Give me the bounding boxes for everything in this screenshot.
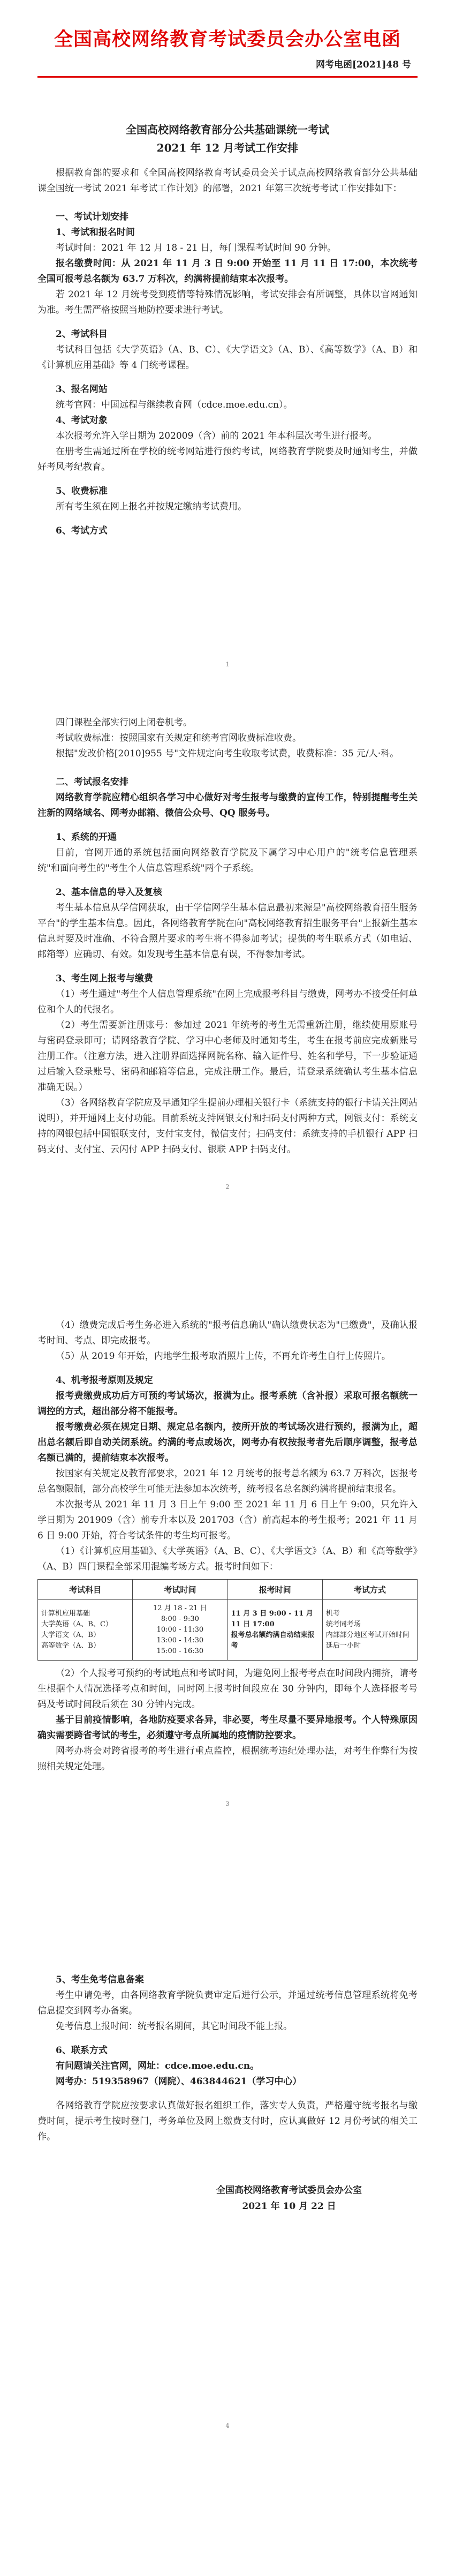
subsection-heading: 6、联系方式 xyxy=(56,2045,108,2056)
signature-block xyxy=(37,2182,418,2214)
page-number: 3 xyxy=(225,1800,230,1807)
paragraph: 网考办将会对跨省报考的考生进行重点监控，根据统考违纪处理办法，对考生作弊行为按照相关规定处理。 xyxy=(37,1746,418,1772)
title-line: 2021 年 12 月考试工作安排 xyxy=(156,141,299,154)
paragraph: （2）考生需要新注册账号：参加过 2021 年统考的考生无需重新注册，继续使用原账号与密码登录即可；请网络教育学院、学习中心老师及时通知考生，考生在报考前应完成新账号注册工作。（注意方法，进入注册界面选择网院名称、输入证件号、姓名和学号，下一步验证通过后输入登录账号、密码和邮箱等信息，完成注册工作。最后，请登录系统确认考生基本信息准确无误。） xyxy=(37,1020,418,1093)
office-title: 全国高校网络教育考试委员会办公室电函 xyxy=(54,29,401,50)
signature-date: 2021 年 10 月 22 日 xyxy=(242,2201,336,2212)
paragraph: 在册考生需通过所在学校的统考网站进行预约考试，网络教育学院要及时通知考生，并做好考风考纪教育。 xyxy=(37,446,418,472)
paragraph: 报考费缴费成功后方可预约考试场次，报满为止。报考系统（含补报）采取可报名额统一调控的方式，超出部分将不能报考。 xyxy=(37,1391,418,1417)
section-heading: 一、考试计划安排 xyxy=(56,212,128,222)
table-cell-register-time: 11 月 3 日 9:00 - 11 月 11 日 17:00 报考总名额约满自动结束报考 xyxy=(228,1600,322,1661)
paragraph: 有问题请关注官网，网址：cdce.moe.edu.cn。 xyxy=(56,2061,260,2071)
paragraph: 按国家有关规定及教育部要求，2021 年 12 月统考的报考总名额为 63.7 万科次，因报考总名额限制，部分高校学生可能无法参加本次统考，统考报名总名额约满将提前结束报名。 xyxy=(37,1468,418,1494)
subsection-heading: 2、考试科目 xyxy=(56,329,108,340)
intro-paragraph: 根据教育部的要求和《全国高校网络教育考试委员会关于试点高校网络教育部分公共基础课全国统一考试 2021 年考试工作计划》的部署，2021 年第三次统考考试工作安排如下： xyxy=(37,168,418,194)
signature-org: 全国高校网络教育考试委员会办公室 xyxy=(216,2185,362,2196)
paragraph: 本次报考从 2021 年 11 月 3 日上午 9:00 至 2021 年 11 月 6 日上午 9:00，只允许入学日期为 201909（含）前专升本以及 201703（含）前高起本的考生报考；2021 年 11 月 6 日 9:00 开始，符合考试条件的考生均可报考。 xyxy=(37,1499,418,1541)
subsection-heading: 1、考试和报名时间 xyxy=(56,227,135,238)
table-cell-method: 机考 统考同考场 内部部分地区考试开始时间延后一小时 xyxy=(322,1600,417,1661)
paragraph: 报名缴费时间：从 2021 年 11 月 3 日 9:00 开始至 11 月 11 日 17:00，本次统考全国可报考总名额为 63.7 万科次，约满将提前结束本次报考。 xyxy=(37,258,418,284)
subsection-heading: 4、机考报考原则及规定 xyxy=(56,1375,153,1386)
title-line: 全国高校网络教育部分公共基础课统一考试 xyxy=(126,123,329,136)
paragraph: 若 2021 年 12 月统考受到疫情等特殊情况影响，考试安排会有所调整，具体以官网通知为准。考生需严格按照当地防控要求进行考试。 xyxy=(37,289,418,316)
red-divider xyxy=(37,76,418,78)
paragraph: 基于目前疫情影响，各地防疫要求各异，非必要，考生尽量不要异地报考。个人特殊原因确实需要跨省考试的考生，必须遵守考点所属地的疫情防控要求。 xyxy=(37,1715,418,1741)
section-heading: 二、考试报名安排 xyxy=(56,777,128,787)
paragraph: 本次报考允许入学日期为 202009（含）前的 2021 年本科层次考生进行报考。 xyxy=(56,431,377,441)
page-number: 2 xyxy=(225,1183,230,1190)
paragraph: （2）个人报考可预约的考试地点和考试时间，为避免网上报考考点在时间段内拥挤，请考生根据个人情况选择考点和时间，同时网上报考时间段应在 30 分钟内，即每个人选择报考号码及考试时间段后须在 30 分钟内完成。 xyxy=(37,1668,418,1710)
exam-schedule-table xyxy=(37,1579,418,1661)
paragraph: （1）《计算机应用基础》、《大学英语》（A、B、C）、《大学语文》（A、B）和《高等数学》（A、B）四门课程全部采用混编考场方式。报考时间如下： xyxy=(37,1546,418,1572)
subsection-heading: 6、考试方式 xyxy=(56,525,108,536)
table-header: 报考时间 xyxy=(228,1580,322,1600)
subsection-heading: 2、基本信息的导入及复核 xyxy=(56,887,162,898)
subsection-heading: 1、系统的开通 xyxy=(56,832,117,843)
subsection-heading: 3、报名网站 xyxy=(56,384,108,395)
table-cell-exam-time: 12 月 18 - 21 日 8:00 - 9:30 10:00 - 11:30 13:00 - 14:30 15:00 - 16:30 xyxy=(133,1600,228,1661)
paragraph: 免考信息上报时间：统考报名期间，其它时间段不能上报。 xyxy=(56,2021,292,2032)
subsection-heading: 4、考试对象 xyxy=(56,415,108,426)
subsection-heading: 3、考生网上报考与缴费 xyxy=(56,973,153,984)
paragraph: 考试收费标准：按照国家有关规定和统考官网收费标准收费。 xyxy=(56,733,301,743)
table-row xyxy=(38,1600,418,1661)
paragraph: 目前，官网开通的系统包括面向网络教育学院及下属学习中心用户的"统考信息管理系统"和面向考生的"考生个人信息管理系统"两个子系统。 xyxy=(37,847,418,874)
document-number: 网考电函[2021]48 号 xyxy=(316,59,411,70)
paragraph: （4）缴费完成后考生务必进入系统的"报考信息确认"确认缴费状态为"已缴费"，及确认报考时间、考点、即完成报考。 xyxy=(37,1320,418,1346)
paragraph: （5）从 2019 年开始，内地学生报考取消照片上传，不再允许考生自行上传照片。 xyxy=(56,1351,391,1362)
paragraph: 根据"发改价格[2010]955 号"文件规定向考生收取考试费，收费标准：35 元/人·科。 xyxy=(56,748,399,759)
paragraph: 考生申请免考，由各网络教育学院负责审定后进行公示，并通过统考信息管理系统将免考信息提交到网考办备案。 xyxy=(37,1990,418,2016)
paragraph: 考试科目包括《大学英语》（A、B、C）、《大学语文》（A、B）、《高等数学》（A、B）和《计算机应用基础》等 4 门统考课程。 xyxy=(37,344,418,371)
paragraph: 四门课程全部实行网上闭卷机考。 xyxy=(56,717,192,728)
subsection-heading: 5、收费标准 xyxy=(56,486,108,497)
paragraph: 各网络教育学院应按要求认真做好报名组织工作，落实专人负责，严格遵守统考报名与缴费时间，提示考生按时登门，考务单位及网上缴费支付时，应认真做好 12 月份考试的相关工作。 xyxy=(37,2100,418,2142)
paragraph: 报考缴费必须在规定日期、规定总名额内，按所开放的考试场次进行预约，报满为止，超出总名额后即自动关闭系统。约满的考点或场次，网考办有权按报考者先后顺序调整，报考总名额已满的，提前结束本次报考。 xyxy=(37,1422,418,1463)
page-number: 4 xyxy=(225,2422,230,2429)
table-header: 考试科目 xyxy=(38,1580,133,1600)
paragraph: 考生基本信息从学信网获取，由于学信网学生基本信息最初来源是"高校网络教育招生服务平台"的学生基本信息。因此，各网络教育学院在向"高校网络教育招生服务平台"上报新生基本信息时要及时准确、不符合照片要求的考生将不得参加考试；提供的考生联系方式（如电话、邮箱等）应确切、有效。如发现考生基本信息有误，不得参加考试。 xyxy=(37,903,418,960)
paragraph: （1）考生通过"考生个人信息管理系统"在网上完成报考科目与缴费，网考办不接受任何单位和个人的代报名。 xyxy=(37,989,418,1015)
paragraph: 统考官网：中国远程与继续教育网（cdce.moe.edu.cn）。 xyxy=(56,400,293,410)
table-cell-subject: 计算机应用基础 大学英语（A、B、C） 大学语文（A、B） 高等数学（A、B） xyxy=(38,1600,133,1661)
paragraph: （3）各网络教育学院应及早通知学生提前办理相关银行卡（系统支持的银行卡请关注网站说明），并开通网上支付功能。目前系统支持网银支付和扫码支付两种方式，网银支付：系统支持的网银包括中国银联支付，支付宝支付，微信支付；扫码支付：系统支持的手机银行 APP 扫码支付、支付宝、云闪付 APP 扫码支付、银联 APP 扫码支付。 xyxy=(37,1098,418,1155)
paragraph: 网考办：519358967（网院）、463844621（学习中心） xyxy=(56,2076,302,2087)
page-number: 1 xyxy=(225,661,230,668)
subsection-heading: 5、考生免考信息备案 xyxy=(56,1974,144,1985)
table-header: 考试时间 xyxy=(133,1580,228,1600)
paragraph: 考试时间：2021 年 12 月 18 - 21 日，每门课程考试时间 90 分钟。 xyxy=(56,243,337,253)
table-header: 考试方式 xyxy=(322,1580,417,1600)
paragraph: 网络教育学院应精心组织各学习中心做好对考生报考与缴费的宣传工作，特别提醒考生关注新的网络域名、网考办邮箱、微信公众号、QQ 服务号。 xyxy=(37,792,418,818)
paragraph: 所有考生须在网上报名并按规定缴纳考试费用。 xyxy=(56,501,247,512)
document-title xyxy=(37,121,418,157)
